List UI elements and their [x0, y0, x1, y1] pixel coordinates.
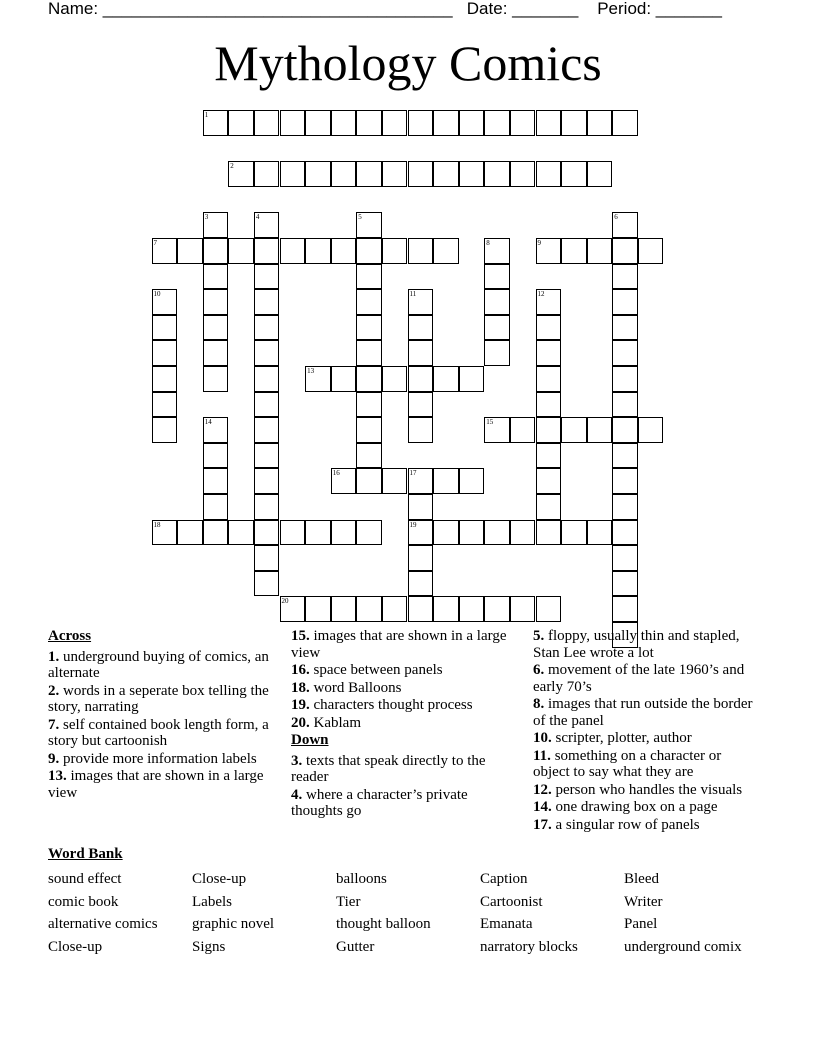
clue-number: 15 — [486, 418, 494, 427]
grid-cell[interactable] — [203, 417, 229, 443]
clue-text: something on a character or object to say what they are — [533, 747, 722, 780]
grid-cell[interactable] — [152, 520, 178, 546]
grid-cell[interactable] — [382, 110, 408, 136]
clue-number: 1 — [204, 111, 209, 119]
clue-column-3 — [533, 628, 761, 834]
clue-column-1 — [48, 628, 274, 802]
grid-cell[interactable] — [254, 520, 280, 546]
grid-cell[interactable] — [536, 340, 562, 366]
grid-cell[interactable] — [536, 238, 562, 264]
grid-cell[interactable] — [356, 520, 382, 546]
grid-cell[interactable] — [484, 315, 510, 341]
grid-cell[interactable] — [612, 110, 638, 136]
grid-cell[interactable] — [356, 340, 382, 366]
grid-cell[interactable] — [433, 520, 459, 546]
clue-text: texts that speak directly to the reader — [291, 752, 486, 785]
word-bank-word: Gutter — [336, 938, 375, 955]
word-bank-column — [192, 868, 274, 958]
grid-cell[interactable] — [612, 494, 638, 520]
across-clue-list-continued — [291, 628, 517, 731]
grid-cell[interactable] — [587, 110, 613, 136]
down-heading: Down — [291, 732, 329, 748]
grid-cell[interactable] — [612, 468, 638, 494]
clue-number-label: 2. — [48, 682, 60, 699]
grid-cell[interactable] — [433, 161, 459, 187]
grid-cell[interactable] — [254, 468, 280, 494]
grid-cell[interactable] — [356, 264, 382, 290]
grid-cell[interactable] — [459, 520, 485, 546]
clue — [533, 628, 761, 661]
grid-cell[interactable] — [280, 238, 306, 264]
word-bank-word: narratory blocks — [480, 938, 578, 955]
clue-text: self contained book length form, a story but cartoonish — [48, 716, 269, 749]
grid-cell[interactable] — [612, 520, 638, 546]
grid-cell[interactable] — [280, 596, 306, 622]
grid-cell[interactable] — [305, 161, 331, 187]
grid-cell[interactable] — [331, 468, 357, 494]
clue-number-label: 20. — [291, 714, 310, 731]
clue — [533, 662, 761, 695]
clue-text: Kablam — [313, 714, 361, 731]
grid-cell[interactable] — [587, 520, 613, 546]
clue-number: 17 — [409, 469, 417, 478]
grid-cell[interactable] — [177, 520, 203, 546]
grid-cell[interactable] — [331, 596, 357, 622]
grid-cell[interactable] — [510, 520, 536, 546]
grid-cell[interactable] — [510, 417, 536, 443]
grid-cell[interactable] — [203, 340, 229, 366]
clue-text: provide more information labels — [63, 750, 257, 767]
grid-cell[interactable] — [536, 366, 562, 392]
clue — [291, 787, 517, 820]
grid-cell[interactable] — [612, 392, 638, 418]
clue-number-label: 16. — [291, 662, 310, 678]
clue — [291, 680, 517, 697]
grid-cell[interactable] — [484, 520, 510, 546]
clue-number: 3 — [204, 213, 209, 222]
grid-cell[interactable] — [254, 366, 280, 392]
grid-cell[interactable] — [331, 161, 357, 187]
clue-text: space between panels — [313, 662, 443, 678]
word-bank-word: graphic novel — [192, 916, 275, 932]
grid-cell[interactable] — [305, 366, 331, 392]
word-bank-word: Signs — [192, 938, 226, 955]
word-bank-word: Cartoonist — [480, 893, 543, 910]
grid-cell[interactable] — [408, 315, 434, 341]
clue — [48, 649, 274, 682]
clue — [533, 748, 761, 781]
grid-cell[interactable] — [433, 596, 459, 622]
grid-cell[interactable] — [408, 596, 434, 622]
clue — [533, 730, 761, 747]
grid-cell[interactable] — [305, 110, 331, 136]
clue-number: 5 — [358, 213, 362, 222]
grid-cell[interactable] — [612, 596, 638, 622]
word-bank-word: Panel — [624, 916, 658, 932]
grid-cell[interactable] — [536, 468, 562, 494]
grid-cell[interactable] — [382, 238, 408, 264]
word-bank-title: Word Bank — [48, 846, 123, 862]
grid-cell[interactable] — [152, 289, 178, 315]
clue-number-label: 8. — [533, 696, 545, 712]
grid-cell[interactable] — [254, 545, 280, 571]
grid-cell[interactable] — [356, 212, 382, 238]
grid-cell[interactable] — [203, 315, 229, 341]
clue-text: where a character’s private thoughts go — [291, 786, 468, 819]
grid-cell[interactable] — [152, 340, 178, 366]
grid-cell[interactable] — [561, 110, 587, 136]
grid-cell[interactable] — [254, 315, 280, 341]
clue-number: 11 — [409, 290, 417, 299]
clue — [533, 696, 761, 729]
grid-cell[interactable] — [459, 366, 485, 392]
grid-cell[interactable] — [484, 289, 510, 315]
grid-cell[interactable] — [484, 340, 510, 366]
grid-cell[interactable] — [459, 468, 485, 494]
grid-cell[interactable] — [408, 238, 434, 264]
word-bank-word: thought balloon — [336, 916, 431, 932]
grid-cell[interactable] — [228, 238, 254, 264]
grid-cell[interactable] — [484, 161, 510, 187]
grid-cell[interactable] — [152, 315, 178, 341]
grid-cell[interactable] — [152, 417, 178, 443]
grid-cell[interactable] — [408, 340, 434, 366]
grid-cell[interactable] — [433, 366, 459, 392]
clue-number: 18 — [153, 520, 161, 529]
across-clue-list — [48, 649, 274, 802]
grid-cell[interactable] — [203, 212, 229, 238]
grid-cell[interactable] — [203, 289, 229, 315]
clue-number-label: 1. — [48, 648, 60, 665]
grid-cell[interactable] — [382, 468, 408, 494]
clue-number-label: 3. — [291, 752, 303, 769]
grid-cell[interactable] — [356, 417, 382, 443]
clue — [291, 753, 517, 786]
grid-cell[interactable] — [612, 340, 638, 366]
clue — [533, 782, 761, 799]
grid-cell[interactable] — [638, 417, 664, 443]
grid-cell[interactable] — [331, 366, 357, 392]
clue-number-label: 5. — [533, 628, 545, 644]
across-heading: Across — [48, 628, 92, 644]
grid-cell[interactable] — [254, 392, 280, 418]
clue-number: 4 — [255, 213, 260, 222]
grid-cell[interactable] — [203, 494, 229, 520]
clue — [48, 717, 274, 750]
grid-cell[interactable] — [356, 468, 382, 494]
grid-cell[interactable] — [356, 392, 382, 418]
clue-text: images that run outside the border of the panel — [533, 696, 753, 729]
grid-cell[interactable] — [536, 596, 562, 622]
grid-cell[interactable] — [305, 238, 331, 264]
grid-cell[interactable] — [203, 468, 229, 494]
clue-text: word Balloons — [313, 679, 402, 696]
word-bank-column — [336, 868, 431, 958]
grid-cell[interactable] — [203, 238, 229, 264]
grid-cell[interactable] — [228, 110, 254, 136]
down-clue-list-continued — [533, 628, 761, 833]
grid-cell[interactable] — [536, 161, 562, 187]
clue-text: words in a seperate box telling the story, narrating — [48, 682, 269, 715]
clue-number-label: 11. — [533, 747, 551, 764]
clue — [48, 683, 274, 716]
grid-cell[interactable] — [510, 110, 536, 136]
clue-text: person who handles the visuals — [555, 781, 743, 798]
grid-cell[interactable] — [280, 110, 306, 136]
grid-cell[interactable] — [484, 238, 510, 264]
clue — [291, 628, 517, 661]
grid-cell[interactable] — [587, 238, 613, 264]
grid-cell[interactable] — [254, 238, 280, 264]
clue-number: 10 — [153, 290, 161, 299]
grid-cell[interactable] — [254, 212, 280, 238]
grid-cell[interactable] — [356, 366, 382, 392]
grid-cell[interactable] — [305, 596, 331, 622]
word-bank-column — [480, 868, 578, 958]
grid-cell[interactable] — [203, 110, 229, 136]
clue-text: floppy, usually thin and stapled, Stan Lee wrote a lot — [533, 628, 740, 661]
grid-cell[interactable] — [152, 392, 178, 418]
grid-cell[interactable] — [356, 443, 382, 469]
grid-cell[interactable] — [356, 289, 382, 315]
grid-cell[interactable] — [254, 340, 280, 366]
grid-cell[interactable] — [408, 571, 434, 597]
grid-cell[interactable] — [459, 161, 485, 187]
grid-cell[interactable] — [203, 520, 229, 546]
grid-cell[interactable] — [459, 110, 485, 136]
word-bank-word: alternative comics — [48, 916, 158, 932]
grid-cell[interactable] — [152, 366, 178, 392]
grid-cell[interactable] — [612, 571, 638, 597]
word-bank-word: underground comix — [624, 938, 742, 955]
clue-number: 12 — [537, 290, 545, 299]
clue — [291, 715, 517, 732]
clue-text: a singular row of panels — [555, 816, 700, 833]
word-bank-word: Close-up — [48, 938, 103, 955]
grid-cell[interactable] — [484, 417, 510, 443]
grid-cell[interactable] — [408, 417, 434, 443]
clue-number-label: 19. — [291, 697, 310, 713]
grid-cell[interactable] — [536, 520, 562, 546]
grid-cell[interactable] — [433, 468, 459, 494]
grid-cell[interactable] — [408, 289, 434, 315]
word-bank-word: Emanata — [480, 916, 533, 932]
grid-cell[interactable] — [152, 238, 178, 264]
grid-cell[interactable] — [536, 417, 562, 443]
grid-cell[interactable] — [587, 161, 613, 187]
grid-cell[interactable] — [612, 366, 638, 392]
clue-number-label: 9. — [48, 750, 60, 767]
grid-cell[interactable] — [254, 494, 280, 520]
grid-cell[interactable] — [356, 161, 382, 187]
clue-number-label: 10. — [533, 730, 552, 746]
grid-cell[interactable] — [408, 494, 434, 520]
page-title: Mythology Comics — [214, 35, 602, 91]
grid-cell[interactable] — [612, 315, 638, 341]
grid-cell[interactable] — [254, 417, 280, 443]
grid-cell[interactable] — [561, 417, 587, 443]
grid-cell[interactable] — [612, 417, 638, 443]
clue — [48, 751, 274, 768]
clue-number: 14 — [204, 418, 212, 427]
clue-number: 20 — [281, 597, 289, 606]
grid-cell[interactable] — [510, 596, 536, 622]
clue-number: 16 — [332, 469, 340, 478]
name-date-period-line: Name: _____________________________________ Date: _______ Period: _______ — [48, 0, 722, 18]
word-bank-word: balloons — [336, 871, 387, 887]
grid-cell[interactable] — [331, 520, 357, 546]
grid-cell[interactable] — [254, 161, 280, 187]
grid-cell[interactable] — [561, 520, 587, 546]
clue-number-label: 6. — [533, 662, 545, 678]
grid-cell[interactable] — [510, 161, 536, 187]
clue-text: characters thought process — [313, 697, 473, 713]
grid-cell[interactable] — [254, 264, 280, 290]
clue-number: 9 — [537, 239, 541, 247]
clue-number: 6 — [614, 213, 618, 222]
down-clue-list — [291, 753, 517, 820]
clue-number-label: 18. — [291, 679, 310, 696]
grid-cell[interactable] — [408, 161, 434, 187]
clue-number: 19 — [409, 520, 417, 529]
grid-cell[interactable] — [331, 238, 357, 264]
clue-number: 13 — [307, 367, 315, 375]
grid-cell[interactable] — [408, 110, 434, 136]
grid-cell[interactable] — [408, 392, 434, 418]
clue-text: movement of the late 1960’s and early 70’s — [533, 662, 745, 695]
grid-cell[interactable] — [356, 315, 382, 341]
grid-cell[interactable] — [408, 366, 434, 392]
grid-cell[interactable] — [228, 520, 254, 546]
grid-cell[interactable] — [612, 545, 638, 571]
clue-number: 2 — [230, 162, 234, 171]
grid-cell[interactable] — [536, 315, 562, 341]
word-bank-word: Bleed — [624, 871, 659, 887]
clue-number: 8 — [486, 239, 490, 247]
word-bank-column — [48, 868, 158, 958]
grid-cell[interactable] — [484, 264, 510, 290]
grid-cell[interactable] — [356, 596, 382, 622]
clue-number-label: 17. — [533, 816, 552, 833]
clue-text: images that are shown in a large view — [48, 768, 264, 801]
grid-cell[interactable] — [408, 468, 434, 494]
clue — [533, 817, 761, 834]
word-bank-word: Writer — [624, 893, 663, 910]
grid-cell[interactable] — [433, 110, 459, 136]
grid-cell[interactable] — [536, 289, 562, 315]
clue-number-label: 4. — [291, 786, 303, 803]
grid-cell[interactable] — [638, 238, 664, 264]
clue — [291, 662, 517, 679]
grid-cell[interactable] — [536, 494, 562, 520]
grid-cell[interactable] — [228, 161, 254, 187]
clue-text: scripter, plotter, author — [555, 730, 692, 746]
grid-cell[interactable] — [382, 161, 408, 187]
clue-text: one drawing box on a page — [555, 799, 718, 815]
grid-cell[interactable] — [612, 264, 638, 290]
grid-cell[interactable] — [408, 520, 434, 546]
grid-cell[interactable] — [280, 520, 306, 546]
word-bank-word: Tier — [336, 893, 361, 910]
clue-text: underground buying of comics, an alternate — [48, 648, 269, 681]
clue — [48, 768, 274, 801]
clue — [533, 799, 761, 816]
word-bank-column — [624, 868, 742, 958]
grid-cell[interactable] — [305, 520, 331, 546]
grid-cell[interactable] — [536, 443, 562, 469]
word-bank-word: Close-up — [192, 871, 247, 887]
grid-cell[interactable] — [356, 110, 382, 136]
clue-text: images that are shown in a large view — [291, 628, 507, 661]
grid-cell[interactable] — [484, 596, 510, 622]
grid-cell[interactable] — [203, 443, 229, 469]
grid-cell[interactable] — [382, 596, 408, 622]
clue-number-label: 13. — [48, 768, 67, 784]
grid-cell[interactable] — [561, 161, 587, 187]
grid-cell[interactable] — [408, 545, 434, 571]
clue-number: 7 — [153, 239, 157, 247]
grid-cell[interactable] — [254, 443, 280, 469]
grid-cell[interactable] — [382, 366, 408, 392]
clue-number-label: 15. — [291, 628, 310, 644]
grid-cell[interactable] — [331, 110, 357, 136]
grid-cell[interactable] — [254, 571, 280, 597]
word-bank-word: Labels — [192, 893, 232, 910]
grid-cell[interactable] — [536, 392, 562, 418]
clue-number-label: 12. — [533, 781, 552, 798]
word-bank-word: sound effect — [48, 871, 122, 887]
grid-cell[interactable] — [561, 238, 587, 264]
grid-cell[interactable] — [459, 596, 485, 622]
grid-cell[interactable] — [587, 417, 613, 443]
grid-cell[interactable] — [433, 238, 459, 264]
word-bank-word: Caption — [480, 871, 528, 887]
grid-cell[interactable] — [356, 238, 382, 264]
grid-cell[interactable] — [203, 264, 229, 290]
clue-number-label: 14. — [533, 799, 552, 815]
grid-cell[interactable] — [280, 161, 306, 187]
word-bank-word: comic book — [48, 893, 119, 910]
clue-column-2 — [291, 628, 517, 821]
grid-cell[interactable] — [484, 110, 510, 136]
grid-cell[interactable] — [612, 212, 638, 238]
grid-cell[interactable] — [254, 110, 280, 136]
grid-cell[interactable] — [612, 289, 638, 315]
grid-cell[interactable] — [254, 289, 280, 315]
grid-cell[interactable] — [536, 110, 562, 136]
grid-cell[interactable] — [177, 238, 203, 264]
clue — [291, 697, 517, 714]
grid-cell[interactable] — [612, 443, 638, 469]
grid-cell[interactable] — [203, 366, 229, 392]
grid-cell[interactable] — [612, 238, 638, 264]
clue-number-label: 7. — [48, 716, 60, 733]
